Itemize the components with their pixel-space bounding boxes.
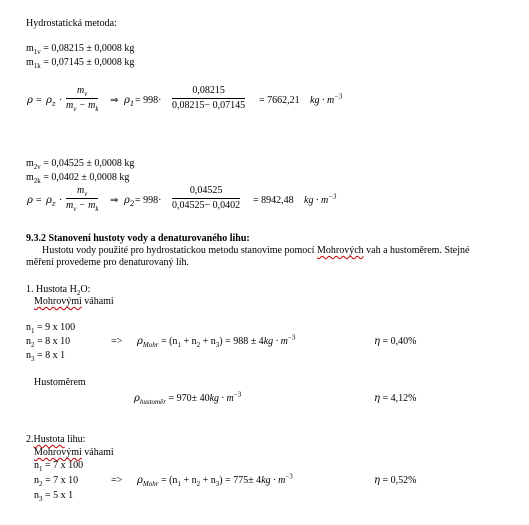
calc-prefix: = 998· — [135, 95, 162, 106]
unit: kg · $m^{-3}$ — [310, 92, 343, 106]
rho-z-symbol: $\rho_z$ — [46, 195, 56, 208]
mohr-density-equation-water: $\rho_{Mohr} = (n_1 + n_2 + n_3) = 988 \pm 4kg \cdot m^{-3}$ — [137, 333, 296, 349]
label-hydrometer: Hustoměrem — [34, 377, 86, 388]
spirit-n2-line: $n_2 = 7$ x 10 — [34, 475, 79, 488]
calc-prefix: = 998· — [135, 195, 162, 206]
subscript: 1v — [33, 48, 41, 56]
n2-line: $n_2 = 8$ x 10 — [26, 336, 71, 349]
mass-m1v-line — [26, 44, 134, 54]
section-heading-932: 9.3.2 Stanovení hustoty vody a denaturovaného lihu: — [26, 233, 250, 244]
subscript: 1k — [33, 62, 41, 70]
n3-line: $n_3 = 8$ x 1 — [26, 350, 66, 363]
arrow-text: => — [111, 336, 123, 347]
rho-2-symbol: $\rho_2$ — [124, 195, 135, 208]
equals: = — [36, 195, 42, 206]
result-value: = 7662,21 — [259, 95, 300, 106]
label-mohr-scales-2: Mohrovými váhami — [34, 447, 114, 458]
subsection-title-spirit: 2.Hustota lihu: — [26, 434, 86, 445]
subsection-title-water: 1. Hustota $H_2O$: — [26, 284, 91, 297]
label-mohr-scales: Mohrovými váhami — [34, 296, 114, 307]
dot-operator: · — [59, 95, 63, 106]
hydrometer-density-equation: $\rho_{hustoměr} = 970\pm 40kg \cdot m^{-3}$ — [134, 390, 242, 406]
fraction-calc-1: $\frac{0,08215}{0,08215- 0,07145}$ — [172, 85, 246, 111]
mass-m1k-line — [26, 58, 134, 68]
rho-symbol: ρ — [27, 95, 33, 106]
var-m: m — [26, 43, 34, 54]
eta-water-mohr: η = 0,40% — [374, 336, 417, 347]
var-m: m — [26, 57, 34, 68]
spellcheck-word: Mohrových — [316, 245, 364, 256]
mass-m2v-line: $m_{2v} = 0,04525 \pm 0,0008$ kg — [26, 158, 135, 171]
mass-m2k-line: $m_{2k} = 0,0402 \pm 0,0008$ kg — [26, 172, 130, 185]
dot-operator: · — [59, 195, 63, 206]
result-value: = 8942,48 — [253, 195, 294, 206]
n1-line: $n_1 = 9$ x 100 — [26, 322, 76, 335]
fraction-mass-ratio: $\frac{m_v}{m_v - m_k}$ — [66, 85, 99, 113]
section-title-hydrostatic: Hydrostatická metoda: — [26, 18, 117, 29]
implies-arrow: ⇒ — [110, 95, 119, 106]
implies-arrow: ⇒ — [110, 195, 119, 206]
value: = 0,08215 ± 0,0008 kg — [40, 43, 135, 54]
rho-symbol: ρ — [27, 195, 33, 206]
equals: = — [36, 95, 42, 106]
paragraph-line-2: měření provedeme pro denaturovaný líh. — [26, 257, 189, 268]
fraction-calc-2: $\frac{0,04525}{0,04525- 0,0402}$ — [172, 185, 241, 211]
arrow-text: => — [111, 475, 123, 486]
fraction-mass-ratio: $\frac{m_v}{m_v - m_k}$ — [66, 185, 99, 213]
paragraph-line-1: Hustotu vody použité pro hydrostatickou metodu stanovíme pomocí Mohrových vah a hustoměrem. Stejné — [42, 245, 470, 256]
eta-water-hydrometer: η = 4,12% — [374, 393, 417, 404]
rho-1-symbol: $\rho_1$ — [124, 95, 135, 108]
unit: kg · $m^{-3}$ — [304, 192, 337, 206]
mohr-density-equation-spirit: $\rho_{Mohr} = (n_1 + n_2 + n_3) = 775\pm 4kg \cdot m^{-3}$ — [137, 472, 293, 488]
value: = 0,07145 ± 0,0008 kg — [40, 57, 135, 68]
rho-z-symbol: $\rho_z$ — [46, 95, 56, 108]
spirit-n3-line: $n_3 = 5$ x 1 — [34, 490, 74, 503]
eta-spirit-mohr: η = 0,52% — [374, 475, 417, 486]
spirit-n1-line: $n_1 = 7$ x 100 — [34, 460, 84, 473]
